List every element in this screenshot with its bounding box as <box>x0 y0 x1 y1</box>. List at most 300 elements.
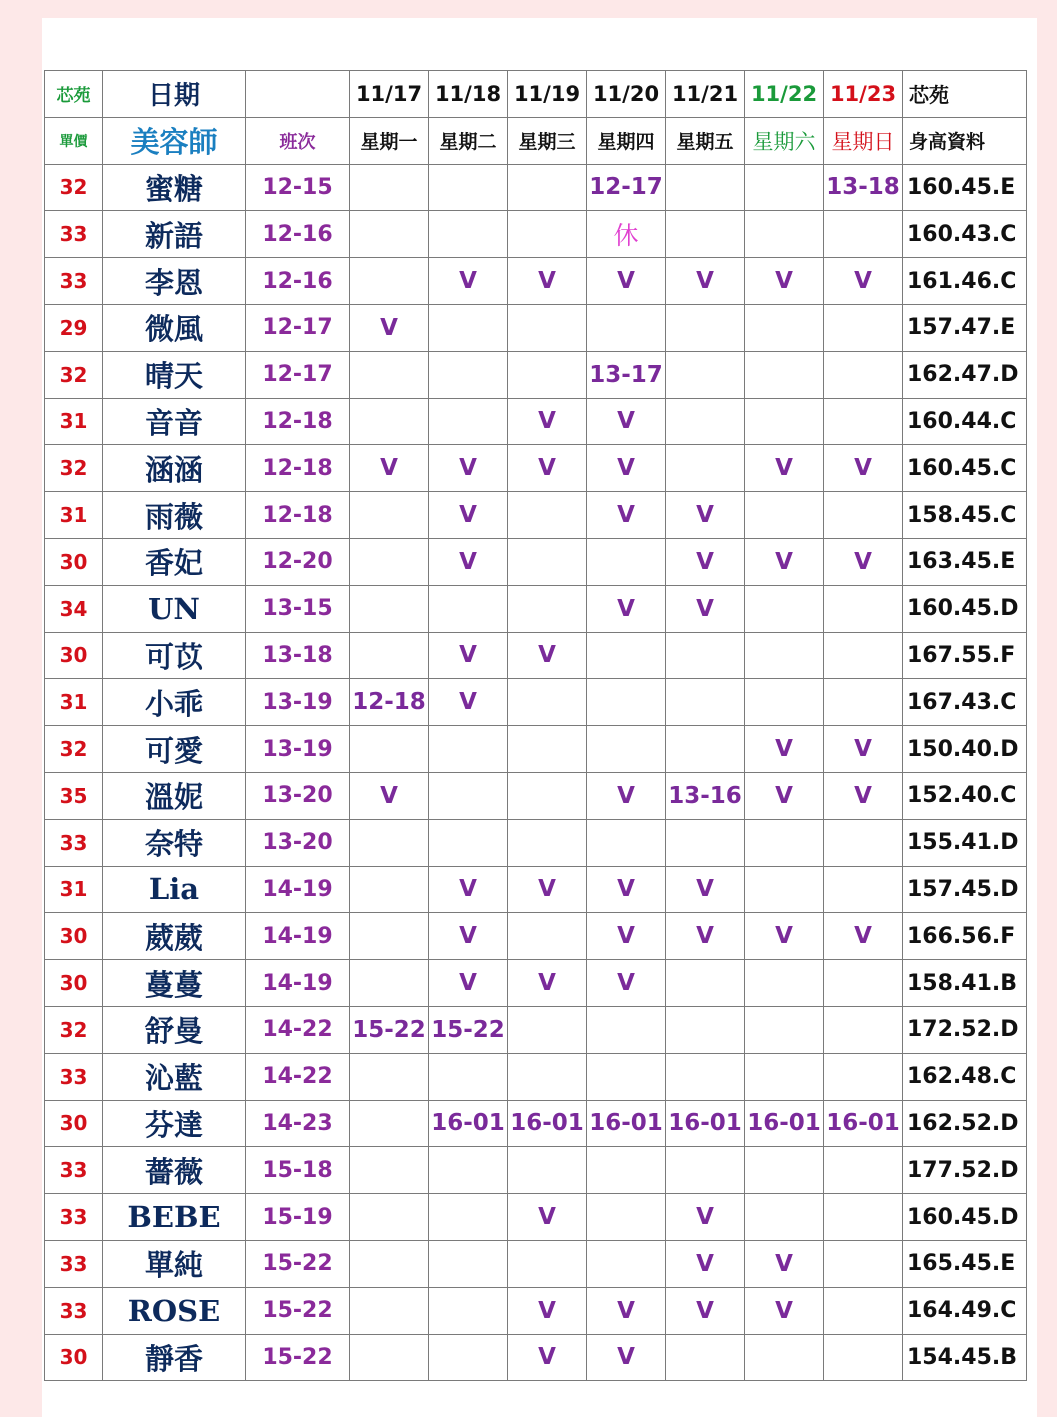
day-cell-sun <box>824 351 903 398</box>
shift-cell: 15-22 <box>246 1287 350 1334</box>
shift-cell: 14-19 <box>246 960 350 1007</box>
day-cell-mon <box>350 632 429 679</box>
day-cell-thu: 13-17 <box>587 351 666 398</box>
height-info-cell: 157.47.E <box>903 304 1027 351</box>
height-info-cell: 172.52.D <box>903 1006 1027 1053</box>
beautician-name: 香妃 <box>103 538 246 585</box>
beautician-name: 新語 <box>103 211 246 258</box>
height-info-cell: 167.55.F <box>903 632 1027 679</box>
day-cell-wed: V <box>508 1194 587 1241</box>
day-cell-tue <box>429 772 508 819</box>
day-cell-sat <box>745 1053 824 1100</box>
day-cell-mon <box>350 492 429 539</box>
day-cell-mon <box>350 1194 429 1241</box>
day-cell-sat <box>745 1147 824 1194</box>
day-cell-wed <box>508 351 587 398</box>
schedule-table <box>44 70 1027 1381</box>
price-cell: 33 <box>45 1053 103 1100</box>
price-cell: 33 <box>45 258 103 305</box>
day-cell-wed <box>508 679 587 726</box>
day-cell-mon <box>350 538 429 585</box>
height-info-cell: 160.45.E <box>903 164 1027 211</box>
day-cell-thu: V <box>587 585 666 632</box>
day-cell-sun <box>824 304 903 351</box>
day-cell-sat: V <box>745 1240 824 1287</box>
beautician-name: 單純 <box>103 1240 246 1287</box>
day-cell-tue <box>429 398 508 445</box>
date-sat: 11/22 <box>745 71 824 118</box>
price-cell: 30 <box>45 1334 103 1381</box>
day-cell-mon <box>350 351 429 398</box>
table-row <box>45 445 1027 492</box>
height-info-cell: 162.47.D <box>903 351 1027 398</box>
day-cell-tue: 16-01 <box>429 1100 508 1147</box>
day-cell-wed <box>508 819 587 866</box>
day-cell-wed: V <box>508 1334 587 1381</box>
table-row <box>45 772 1027 819</box>
price-label: 單價 <box>45 117 103 164</box>
day-cell-thu <box>587 1147 666 1194</box>
header-row-weekdays <box>45 117 1027 164</box>
shift-cell: 13-19 <box>246 679 350 726</box>
weekday-fri: 星期五 <box>666 117 745 164</box>
table-row <box>45 211 1027 258</box>
day-cell-mon: V <box>350 445 429 492</box>
date-tue: 11/18 <box>429 71 508 118</box>
day-cell-fri: V <box>666 1287 745 1334</box>
table-row <box>45 913 1027 960</box>
price-cell: 30 <box>45 960 103 1007</box>
day-cell-sat <box>745 492 824 539</box>
price-cell: 30 <box>45 632 103 679</box>
table-row <box>45 538 1027 585</box>
day-cell-mon <box>350 258 429 305</box>
day-cell-sun <box>824 1053 903 1100</box>
shift-cell: 12-16 <box>246 211 350 258</box>
table-row <box>45 258 1027 305</box>
day-cell-sun: 13-18 <box>824 164 903 211</box>
beautician-name: 葳葳 <box>103 913 246 960</box>
height-info-cell: 154.45.B <box>903 1334 1027 1381</box>
day-cell-wed <box>508 913 587 960</box>
height-info-cell: 160.45.C <box>903 445 1027 492</box>
date-fri: 11/21 <box>666 71 745 118</box>
day-cell-tue <box>429 211 508 258</box>
day-cell-fri: V <box>666 538 745 585</box>
day-cell-tue: V <box>429 538 508 585</box>
weekday-mon: 星期一 <box>350 117 429 164</box>
height-info-cell: 166.56.F <box>903 913 1027 960</box>
day-cell-fri <box>666 632 745 679</box>
day-cell-wed: 16-01 <box>508 1100 587 1147</box>
price-cell: 30 <box>45 1100 103 1147</box>
day-cell-sun <box>824 960 903 1007</box>
table-row <box>45 398 1027 445</box>
shift-cell: 13-15 <box>246 585 350 632</box>
day-cell-sat: V <box>745 726 824 773</box>
day-cell-fri <box>666 351 745 398</box>
beautician-name: 音音 <box>103 398 246 445</box>
weekday-tue: 星期二 <box>429 117 508 164</box>
day-cell-thu <box>587 679 666 726</box>
shift-cell: 14-19 <box>246 913 350 960</box>
day-cell-tue: 15-22 <box>429 1006 508 1053</box>
weekday-wed: 星期三 <box>508 117 587 164</box>
height-info-cell: 161.46.C <box>903 258 1027 305</box>
day-cell-sat: 16-01 <box>745 1100 824 1147</box>
beautician-name: 微風 <box>103 304 246 351</box>
day-cell-fri <box>666 819 745 866</box>
day-cell-sat: V <box>745 445 824 492</box>
price-cell: 30 <box>45 913 103 960</box>
height-info-cell: 165.45.E <box>903 1240 1027 1287</box>
shift-cell: 13-19 <box>246 726 350 773</box>
date-label: 日期 <box>103 71 246 118</box>
day-cell-sat <box>745 1334 824 1381</box>
day-cell-mon <box>350 164 429 211</box>
beautician-name: BEBE <box>103 1194 246 1241</box>
day-cell-mon <box>350 211 429 258</box>
day-cell-mon <box>350 1147 429 1194</box>
shift-cell: 15-22 <box>246 1240 350 1287</box>
height-info-cell: 160.45.D <box>903 585 1027 632</box>
price-cell: 32 <box>45 1006 103 1053</box>
day-cell-wed <box>508 772 587 819</box>
height-info-cell: 163.45.E <box>903 538 1027 585</box>
beautician-name: 可愛 <box>103 726 246 773</box>
day-cell-tue <box>429 1147 508 1194</box>
day-cell-thu: V <box>587 445 666 492</box>
day-cell-sun: V <box>824 726 903 773</box>
table-row <box>45 1287 1027 1334</box>
day-cell-fri <box>666 164 745 211</box>
day-cell-mon <box>350 960 429 1007</box>
beautician-name: 奈特 <box>103 819 246 866</box>
day-cell-thu: 休 <box>587 211 666 258</box>
height-info-cell: 162.52.D <box>903 1100 1027 1147</box>
table-row <box>45 679 1027 726</box>
beautician-name: 沁藍 <box>103 1053 246 1100</box>
beautician-name: 晴天 <box>103 351 246 398</box>
date-sun: 11/23 <box>824 71 903 118</box>
day-cell-fri: V <box>666 492 745 539</box>
day-cell-fri: V <box>666 866 745 913</box>
day-cell-thu: 16-01 <box>587 1100 666 1147</box>
day-cell-sun <box>824 211 903 258</box>
day-cell-mon <box>350 726 429 773</box>
day-cell-mon <box>350 398 429 445</box>
shift-cell: 14-22 <box>246 1006 350 1053</box>
price-cell: 31 <box>45 679 103 726</box>
day-cell-sun <box>824 398 903 445</box>
beautician-name: 舒曼 <box>103 1006 246 1053</box>
shift-label: 班次 <box>246 117 350 164</box>
price-cell: 32 <box>45 164 103 211</box>
day-cell-wed: V <box>508 1287 587 1334</box>
beautician-name: 小乖 <box>103 679 246 726</box>
beautician-name: Lia <box>103 866 246 913</box>
day-cell-sat: V <box>745 913 824 960</box>
table-row <box>45 866 1027 913</box>
day-cell-thu: V <box>587 960 666 1007</box>
day-cell-wed <box>508 164 587 211</box>
day-cell-wed <box>508 1053 587 1100</box>
day-cell-mon <box>350 1287 429 1334</box>
day-cell-thu: V <box>587 866 666 913</box>
day-cell-wed: V <box>508 960 587 1007</box>
day-cell-sat: V <box>745 258 824 305</box>
day-cell-sun <box>824 1006 903 1053</box>
table-row <box>45 1100 1027 1147</box>
day-cell-wed <box>508 492 587 539</box>
price-cell: 32 <box>45 351 103 398</box>
height-info-cell: 167.43.C <box>903 679 1027 726</box>
day-cell-thu: V <box>587 492 666 539</box>
shift-cell: 13-20 <box>246 772 350 819</box>
day-cell-tue <box>429 304 508 351</box>
day-cell-tue: V <box>429 445 508 492</box>
price-cell: 30 <box>45 538 103 585</box>
day-cell-fri: 16-01 <box>666 1100 745 1147</box>
date-mon: 11/17 <box>350 71 429 118</box>
day-cell-sat <box>745 304 824 351</box>
height-info-cell: 150.40.D <box>903 726 1027 773</box>
day-cell-sat <box>745 679 824 726</box>
shift-cell: 13-18 <box>246 632 350 679</box>
day-cell-fri: 13-16 <box>666 772 745 819</box>
day-cell-sat <box>745 632 824 679</box>
day-cell-sat <box>745 819 824 866</box>
day-cell-wed <box>508 1147 587 1194</box>
day-cell-thu <box>587 726 666 773</box>
day-cell-sun <box>824 1147 903 1194</box>
day-cell-thu <box>587 1240 666 1287</box>
day-cell-fri <box>666 1053 745 1100</box>
date-thu: 11/20 <box>587 71 666 118</box>
height-info-cell: 177.52.D <box>903 1147 1027 1194</box>
day-cell-sun <box>824 679 903 726</box>
beautician-name: ROSE <box>103 1287 246 1334</box>
day-cell-mon <box>350 913 429 960</box>
day-cell-fri <box>666 1147 745 1194</box>
height-info-cell: 157.45.D <box>903 866 1027 913</box>
height-info-cell: 160.45.D <box>903 1194 1027 1241</box>
day-cell-sat <box>745 211 824 258</box>
beautician-name: UN <box>103 585 246 632</box>
day-cell-mon <box>350 585 429 632</box>
table-row <box>45 1006 1027 1053</box>
price-cell: 34 <box>45 585 103 632</box>
beautician-name: 溫妮 <box>103 772 246 819</box>
shift-cell: 14-22 <box>246 1053 350 1100</box>
day-cell-sun: 16-01 <box>824 1100 903 1147</box>
day-cell-thu: V <box>587 1287 666 1334</box>
day-cell-mon <box>350 866 429 913</box>
day-cell-sun: V <box>824 445 903 492</box>
day-cell-thu <box>587 1194 666 1241</box>
day-cell-sun: V <box>824 913 903 960</box>
day-cell-sat <box>745 164 824 211</box>
day-cell-fri <box>666 1006 745 1053</box>
day-cell-tue: V <box>429 679 508 726</box>
day-cell-wed <box>508 1240 587 1287</box>
day-cell-sun <box>824 632 903 679</box>
weekday-sun: 星期日 <box>824 117 903 164</box>
day-cell-thu <box>587 819 666 866</box>
shift-cell: 12-18 <box>246 445 350 492</box>
info-store-label: 芯苑 <box>903 71 1027 118</box>
day-cell-sat <box>745 351 824 398</box>
day-cell-sat: V <box>745 772 824 819</box>
table-row <box>45 304 1027 351</box>
day-cell-tue <box>429 1240 508 1287</box>
table-row <box>45 632 1027 679</box>
day-cell-wed: V <box>508 445 587 492</box>
day-cell-sat <box>745 960 824 1007</box>
day-cell-sun <box>824 1240 903 1287</box>
day-cell-thu: V <box>587 772 666 819</box>
price-cell: 33 <box>45 819 103 866</box>
day-cell-tue <box>429 351 508 398</box>
shift-cell: 12-17 <box>246 351 350 398</box>
day-cell-sun <box>824 492 903 539</box>
table-row <box>45 492 1027 539</box>
height-info-cell: 160.43.C <box>903 211 1027 258</box>
height-info-cell: 160.44.C <box>903 398 1027 445</box>
price-cell: 31 <box>45 866 103 913</box>
beautician-name: 涵涵 <box>103 445 246 492</box>
date-wed: 11/19 <box>508 71 587 118</box>
price-cell: 31 <box>45 492 103 539</box>
day-cell-mon <box>350 1334 429 1381</box>
day-cell-thu <box>587 632 666 679</box>
height-info-cell: 162.48.C <box>903 1053 1027 1100</box>
day-cell-tue <box>429 1194 508 1241</box>
day-cell-thu: V <box>587 1334 666 1381</box>
beautician-name: 雨薇 <box>103 492 246 539</box>
day-cell-sat: V <box>745 1287 824 1334</box>
table-row <box>45 1194 1027 1241</box>
day-cell-sun <box>824 819 903 866</box>
day-cell-mon: V <box>350 772 429 819</box>
beautician-name: 李恩 <box>103 258 246 305</box>
day-cell-sun <box>824 1194 903 1241</box>
day-cell-sun: V <box>824 772 903 819</box>
day-cell-sun <box>824 866 903 913</box>
beautician-name: 薔薇 <box>103 1147 246 1194</box>
day-cell-fri <box>666 304 745 351</box>
day-cell-sat <box>745 1006 824 1053</box>
store-label: 芯苑 <box>45 71 103 118</box>
day-cell-mon <box>350 819 429 866</box>
day-cell-thu: V <box>587 398 666 445</box>
price-cell: 29 <box>45 304 103 351</box>
shift-cell: 12-18 <box>246 492 350 539</box>
day-cell-tue <box>429 1053 508 1100</box>
table-row <box>45 960 1027 1007</box>
blank-header-cell <box>246 71 350 118</box>
day-cell-tue <box>429 164 508 211</box>
day-cell-mon <box>350 1053 429 1100</box>
price-cell: 33 <box>45 211 103 258</box>
day-cell-thu: V <box>587 258 666 305</box>
day-cell-wed <box>508 585 587 632</box>
day-cell-mon <box>350 1100 429 1147</box>
day-cell-tue: V <box>429 866 508 913</box>
shift-cell: 13-20 <box>246 819 350 866</box>
price-cell: 35 <box>45 772 103 819</box>
day-cell-fri <box>666 445 745 492</box>
beautician-name: 芬達 <box>103 1100 246 1147</box>
table-row <box>45 726 1027 773</box>
price-cell: 33 <box>45 1240 103 1287</box>
day-cell-wed <box>508 726 587 773</box>
day-cell-sat: V <box>745 538 824 585</box>
height-info-label: 身高資料 <box>903 117 1027 164</box>
day-cell-fri: V <box>666 913 745 960</box>
day-cell-mon: 12-18 <box>350 679 429 726</box>
beautician-name: 蜜糖 <box>103 164 246 211</box>
price-cell: 31 <box>45 398 103 445</box>
day-cell-thu: 12-17 <box>587 164 666 211</box>
day-cell-sun <box>824 585 903 632</box>
height-info-cell: 152.40.C <box>903 772 1027 819</box>
shift-cell: 15-18 <box>246 1147 350 1194</box>
day-cell-thu: V <box>587 913 666 960</box>
day-cell-fri <box>666 211 745 258</box>
table-row <box>45 819 1027 866</box>
beautician-name: 可苡 <box>103 632 246 679</box>
day-cell-tue <box>429 585 508 632</box>
price-cell: 33 <box>45 1194 103 1241</box>
day-cell-tue <box>429 726 508 773</box>
day-cell-sun <box>824 1334 903 1381</box>
day-cell-mon: 15-22 <box>350 1006 429 1053</box>
shift-cell: 12-17 <box>246 304 350 351</box>
beautician-label: 美容師 <box>103 117 246 164</box>
day-cell-thu <box>587 1053 666 1100</box>
table-row <box>45 1240 1027 1287</box>
day-cell-fri: V <box>666 585 745 632</box>
day-cell-sat <box>745 866 824 913</box>
day-cell-tue <box>429 819 508 866</box>
day-cell-sat <box>745 398 824 445</box>
price-cell: 33 <box>45 1287 103 1334</box>
day-cell-tue: V <box>429 960 508 1007</box>
weekday-sat: 星期六 <box>745 117 824 164</box>
day-cell-sat <box>745 1194 824 1241</box>
day-cell-tue <box>429 1287 508 1334</box>
height-info-cell: 155.41.D <box>903 819 1027 866</box>
table-row <box>45 585 1027 632</box>
day-cell-fri <box>666 679 745 726</box>
day-cell-sun: V <box>824 258 903 305</box>
beautician-name: 靜香 <box>103 1334 246 1381</box>
day-cell-mon <box>350 1240 429 1287</box>
height-info-cell: 158.41.B <box>903 960 1027 1007</box>
table-row <box>45 164 1027 211</box>
table-row <box>45 1053 1027 1100</box>
shift-cell: 14-23 <box>246 1100 350 1147</box>
day-cell-fri: V <box>666 1240 745 1287</box>
shift-cell: 14-19 <box>246 866 350 913</box>
shift-cell: 12-18 <box>246 398 350 445</box>
price-cell: 32 <box>45 726 103 773</box>
day-cell-thu <box>587 538 666 585</box>
table-row <box>45 351 1027 398</box>
day-cell-sat <box>745 585 824 632</box>
day-cell-tue <box>429 1334 508 1381</box>
